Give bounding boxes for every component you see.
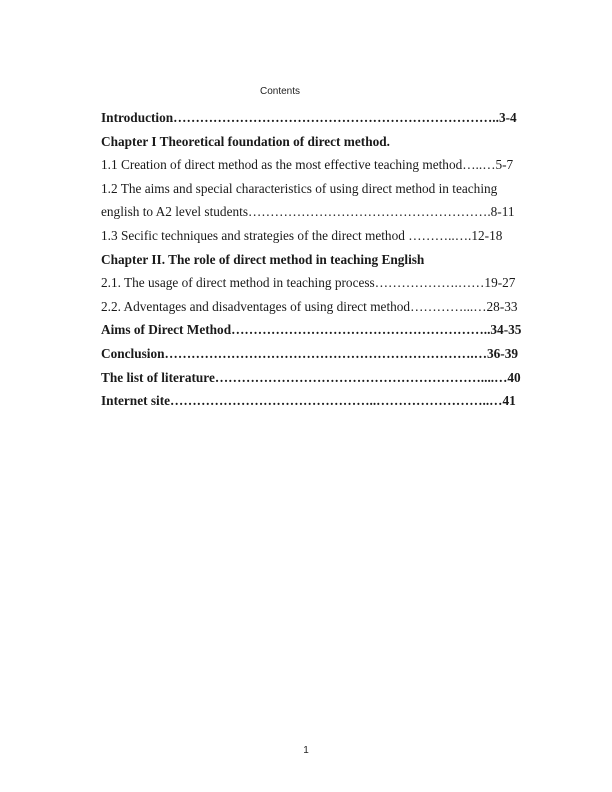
page-number: 1 — [303, 745, 309, 756]
toc-entry-conclusion: Conclusion…………………………………………………………….…36-39 — [101, 345, 519, 361]
table-of-contents — [101, 106, 561, 413]
toc-entry-internet-site: Internet site………………………………………..……………………..…41 — [101, 393, 516, 409]
toc-entry-chapter-1: Chapter I Theoretical foundation of direct method. — [101, 133, 390, 149]
toc-entry-1-1: 1.1 Creation of direct method as the most effective teaching method…..…5-7 — [101, 157, 514, 173]
toc-entry-1-3: 1.3 Secific techniques and strategies of the direct method ………..….12-18 — [101, 227, 503, 243]
toc-entry-chapter-2: Chapter II. The role of direct method in teaching English — [101, 251, 425, 267]
toc-entry-1-2: 1.2 The aims and special characteristics of using direct method in teaching — [101, 180, 498, 196]
toc-entry-aims: Aims of Direct Method…………………………………………………..34-35 — [101, 322, 522, 338]
toc-entry-1-2-continued: english to A2 level students……………………………………………….8-11 — [101, 204, 515, 220]
toc-entry-2-2: 2.2. Adventages and disadventages of using direct method…………...…28-33 — [101, 298, 518, 314]
toc-entry-introduction: Introduction………………………………………………………………..3-4 — [101, 110, 517, 125]
page-title: Contents — [259, 86, 301, 97]
toc-entry-literature: The list of literature……………………………………………………....…40 — [101, 369, 521, 385]
toc-entry-2-1: 2.1. The usage of direct method in teaching process……………….……19-27 — [101, 275, 516, 291]
